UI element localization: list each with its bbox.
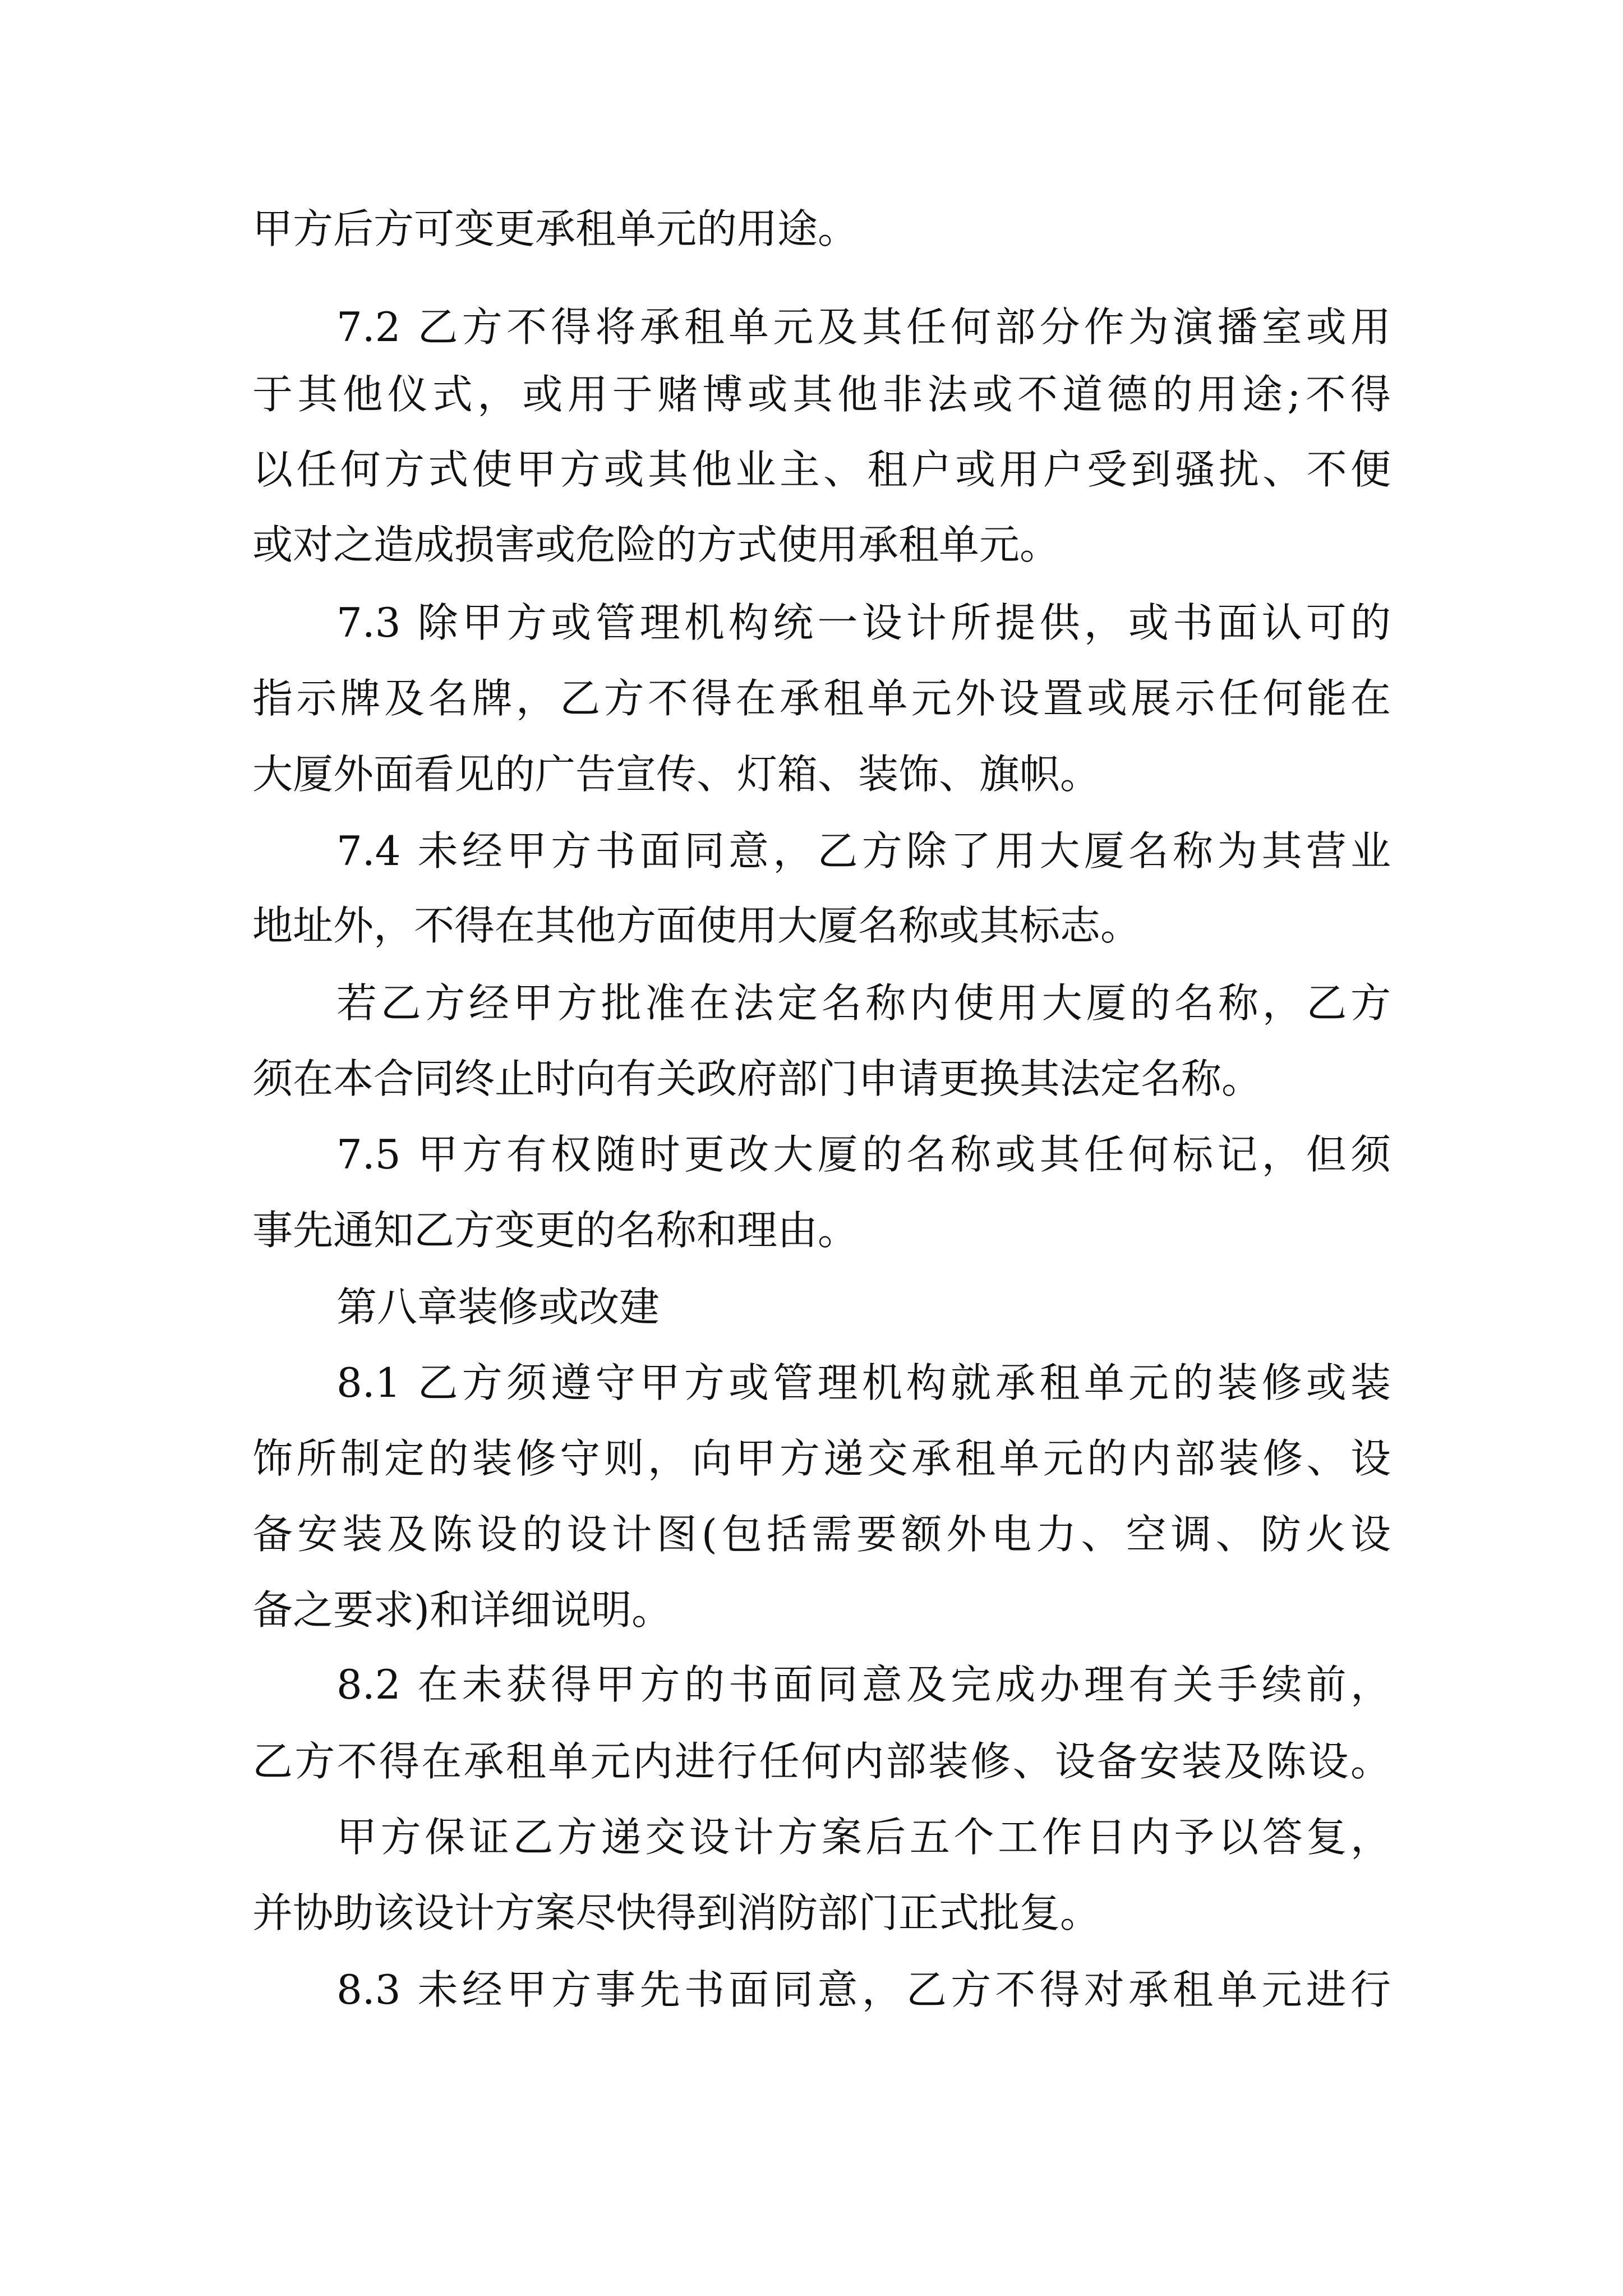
text-line: 饰所制定的装修守则，向甲方递交承租单元的内部装修、设	[252, 1435, 1391, 1482]
text-line: 乙方不得在承租单元内进行任何内部装修、设备安装及陈设。	[252, 1738, 1391, 1785]
text-line: 备安装及陈设的设计图(包括需要额外电力、空调、防火设	[252, 1511, 1391, 1558]
text-line: 大厦外面看见的广告宣传、灯箱、装饰、旗帜。	[252, 751, 1101, 798]
text-line: 指示牌及名牌，乙方不得在承租单元外设置或展示任何能在	[252, 675, 1391, 722]
text-line: 事先通知乙方变更的名称和理由。	[252, 1207, 859, 1254]
text-line: 并协助该设计方案尽快得到消防部门正式批复。	[252, 1889, 1101, 1936]
chapter-heading: 第八章装修或改建	[336, 1283, 660, 1331]
text-line: 8.1 乙方须遵守甲方或管理机构就承租单元的装修或装	[336, 1359, 1391, 1406]
text-line: 7.4 未经甲方书面同意，乙方除了用大厦名称为其营业	[336, 827, 1391, 875]
text-line: 7.2 乙方不得将承租单元及其任何部分作为演播室或用	[336, 303, 1391, 351]
text-line: 须在本合同终止时向有关政府部门申请更换其法定名称。	[252, 1055, 1262, 1102]
text-line: 7.3 除甲方或管理机构统一设计所提供，或书面认可的	[336, 599, 1391, 646]
text-line: 甲方保证乙方递交设计方案后五个工作日内予以答复，	[336, 1814, 1391, 1861]
text-line: 或对之造成损害或危险的方式使用承租单元。	[252, 521, 1061, 568]
text-line: 8.2 在未获得甲方的书面同意及完成办理有关手续前，	[336, 1661, 1391, 1708]
text-line: 以任何方式使甲方或其他业主、租户或用户受到骚扰、不便	[252, 446, 1391, 493]
text-line: 7.5 甲方有权随时更改大厦的名称或其任何标记，但须	[336, 1131, 1391, 1178]
text-line: 8.3 未经甲方事先书面同意，乙方不得对承租单元进行	[336, 1966, 1391, 2013]
text-line: 于其他仪式，或用于赌博或其他非法或不道德的用途;不得	[252, 371, 1391, 418]
text-line: 地址外，不得在其他方面使用大厦名称或其标志。	[252, 902, 1141, 949]
text-line: 若乙方经甲方批准在法定名称内使用大厦的名称，乙方	[336, 979, 1391, 1027]
text-line: 甲方后方可变更承租单元的用途。	[252, 205, 859, 252]
text-line: 备之要求)和详细说明。	[252, 1586, 672, 1634]
